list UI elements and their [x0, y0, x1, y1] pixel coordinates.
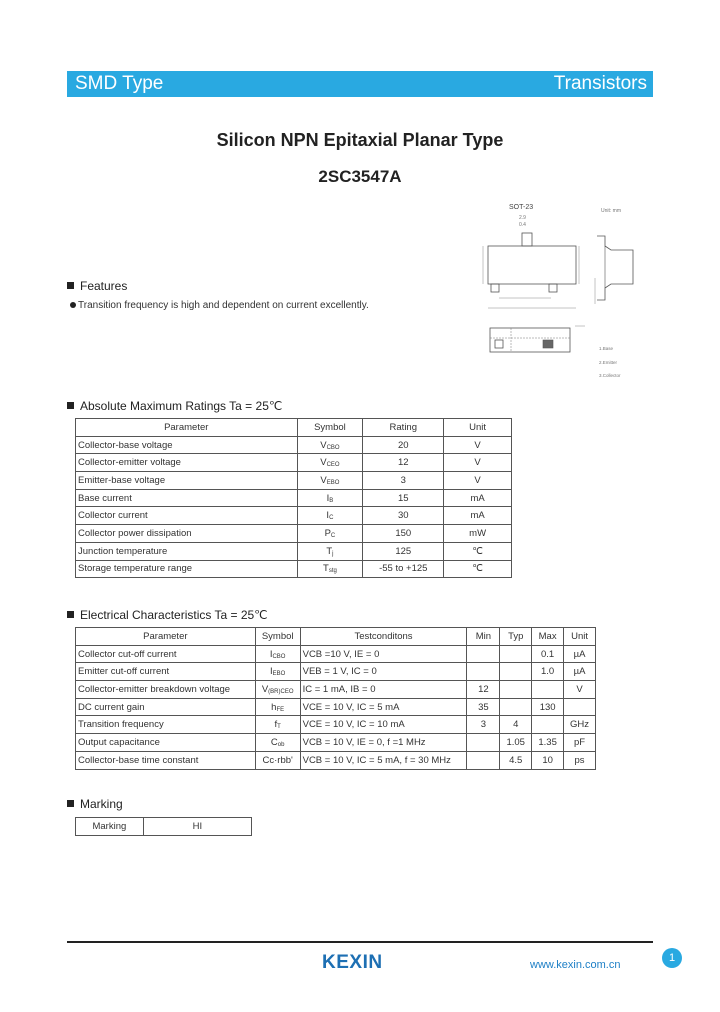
- col-header: Max: [532, 628, 564, 646]
- table-header-row: [76, 419, 512, 437]
- rating-cell: 3: [363, 472, 444, 490]
- table-row: [76, 663, 596, 681]
- header-product-type: Transistors: [553, 73, 647, 94]
- marking-heading: Marking: [67, 797, 123, 811]
- table-row: [76, 681, 596, 699]
- symbol-cell: $V_{EBO}$: [297, 472, 363, 490]
- min-cell: 12: [467, 681, 500, 699]
- parameter-cell: Collector current: [76, 507, 298, 525]
- doc-title: Silicon NPN Epitaxial Planar Type: [216, 130, 504, 150]
- square-bullet-icon: [67, 800, 74, 807]
- unit-cell: V: [444, 472, 512, 490]
- symbol-cell: $I_B$: [297, 489, 363, 507]
- table-row: [76, 560, 512, 578]
- typ-cell: 1.05: [500, 734, 532, 752]
- max-cell: 130: [532, 698, 564, 716]
- condition-cell: VCE = 10 V, IC = 10 mA: [300, 716, 467, 734]
- elec-heading: Electrical Characteristics Ta = 25℃: [67, 608, 268, 622]
- rating-cell: 30: [363, 507, 444, 525]
- table-row: [76, 542, 512, 560]
- package-outline-drawing: [455, 200, 655, 385]
- table-row: [76, 454, 512, 472]
- features-heading: Features: [67, 279, 127, 293]
- abs-max-table: [75, 418, 512, 578]
- rating-cell: 12: [363, 454, 444, 472]
- rating-cell: 15: [363, 489, 444, 507]
- condition-cell: VCB =10 V, IE = 0: [300, 645, 467, 663]
- parameter-cell: Collector-base voltage: [76, 436, 298, 454]
- col-header: Symbol: [255, 628, 300, 646]
- col-header: Parameter: [76, 419, 298, 437]
- condition-cell: VCB = 10 V, IC = 5 mA, f = 30 MHz: [300, 751, 467, 769]
- col-header: Typ: [500, 628, 532, 646]
- typ-cell: 4.5: [500, 751, 532, 769]
- package-unit: Unit: mm: [601, 208, 621, 214]
- max-cell: 0.1: [532, 645, 564, 663]
- table-row: [76, 525, 512, 543]
- col-header: Symbol: [297, 419, 363, 437]
- unit-cell: ps: [564, 751, 596, 769]
- parameter-cell: Emitter cut-off current: [76, 663, 256, 681]
- parameter-cell: Transition frequency: [76, 716, 256, 734]
- svg-text:0.4: 0.4: [519, 222, 526, 228]
- unit-cell: V: [444, 436, 512, 454]
- symbol-cell: $I_{EBO}$: [255, 663, 300, 681]
- kexin-logo: KEXIN: [322, 952, 383, 973]
- unit-cell: ℃: [444, 542, 512, 560]
- parameter-cell: DC current gain: [76, 698, 256, 716]
- min-cell: 35: [467, 698, 500, 716]
- marking-value: HI: [143, 818, 251, 836]
- unit-cell: ℃: [444, 560, 512, 578]
- footer-rule: [67, 941, 653, 943]
- square-bullet-icon: [67, 611, 74, 618]
- table-row: [76, 734, 596, 752]
- symbol-cell: $I_{CBO}$: [255, 645, 300, 663]
- condition-cell: VEB = 1 V, IC = 0: [300, 663, 467, 681]
- unit-cell: mA: [444, 507, 512, 525]
- website-link[interactable]: www.kexin.com.cn: [530, 959, 621, 971]
- table-header-row: [76, 628, 596, 646]
- symbol-cell: $T_j$: [297, 542, 363, 560]
- round-bullet-icon: [70, 302, 76, 308]
- table-row: [76, 645, 596, 663]
- part-number: 2SC3547A: [318, 167, 402, 186]
- symbol-cell: $f_T$: [255, 716, 300, 734]
- parameter-cell: Collector cut-off current: [76, 645, 256, 663]
- col-header: Unit: [444, 419, 512, 437]
- table-row: [76, 716, 596, 734]
- min-cell: 3: [467, 716, 500, 734]
- typ-cell: [500, 645, 532, 663]
- table-row: [76, 489, 512, 507]
- svg-text:2.Emitter: 2.Emitter: [599, 360, 618, 365]
- min-cell: [467, 734, 500, 752]
- table-row: [76, 436, 512, 454]
- parameter-cell: Collector-base time constant: [76, 751, 256, 769]
- col-header: Unit: [564, 628, 596, 646]
- symbol-cell: $V_{(BR)CEO}$: [255, 681, 300, 699]
- unit-cell: µA: [564, 663, 596, 681]
- parameter-cell: Storage temperature range: [76, 560, 298, 578]
- unit-cell: µA: [564, 645, 596, 663]
- parameter-cell: Output capacitance: [76, 734, 256, 752]
- symbol-cell: $I_C$: [297, 507, 363, 525]
- max-cell: [532, 716, 564, 734]
- min-cell: [467, 645, 500, 663]
- max-cell: 1.35: [532, 734, 564, 752]
- unit-cell: mA: [444, 489, 512, 507]
- parameter-cell: Emitter-base voltage: [76, 472, 298, 490]
- unit-cell: mW: [444, 525, 512, 543]
- min-cell: [467, 663, 500, 681]
- max-cell: 10: [532, 751, 564, 769]
- marking-label: Marking: [76, 818, 144, 836]
- parameter-cell: Base current: [76, 489, 298, 507]
- condition-cell: VCE = 10 V, IC = 5 mA: [300, 698, 467, 716]
- table-row: [76, 472, 512, 490]
- header-bar: [67, 71, 653, 97]
- rating-cell: 20: [363, 436, 444, 454]
- unit-cell: pF: [564, 734, 596, 752]
- unit-cell: [564, 698, 596, 716]
- rating-cell: -55 to +125: [363, 560, 444, 578]
- symbol-cell: $h_{FE}$: [255, 698, 300, 716]
- svg-text:3.Collector: 3.Collector: [599, 373, 621, 378]
- col-header: Parameter: [76, 628, 256, 646]
- condition-cell: VCB = 10 V, IE = 0, f =1 MHz: [300, 734, 467, 752]
- col-header: Rating: [363, 419, 444, 437]
- typ-cell: [500, 681, 532, 699]
- symbol-cell: $V_{CEO}$: [297, 454, 363, 472]
- table-row: [76, 698, 596, 716]
- symbol-cell: $V_{CBO}$: [297, 436, 363, 454]
- typ-cell: 4: [500, 716, 532, 734]
- square-bullet-icon: [67, 282, 74, 289]
- symbol-cell: $C_{ob}$: [255, 734, 300, 752]
- square-bullet-icon: [67, 402, 74, 409]
- package-name: SOT-23: [509, 204, 534, 211]
- unit-cell: V: [564, 681, 596, 699]
- rating-cell: 125: [363, 542, 444, 560]
- header-category: SMD Type: [75, 73, 164, 94]
- typ-cell: [500, 663, 532, 681]
- page-number-badge: 1: [662, 948, 682, 968]
- abs-max-heading: Absolute Maximum Ratings Ta = 25℃: [67, 399, 282, 413]
- symbol-cell: $P_C$: [297, 525, 363, 543]
- parameter-cell: Collector power dissipation: [76, 525, 298, 543]
- table-row: [76, 751, 596, 769]
- symbol-cell: Cc·rbb': [255, 751, 300, 769]
- elec-char-table: [75, 627, 596, 770]
- unit-cell: GHz: [564, 716, 596, 734]
- min-cell: [467, 751, 500, 769]
- unit-cell: V: [444, 454, 512, 472]
- condition-cell: IC = 1 mA, IB = 0: [300, 681, 467, 699]
- svg-text:2.9: 2.9: [519, 215, 526, 221]
- parameter-cell: Junction temperature: [76, 542, 298, 560]
- svg-text:1.Base: 1.Base: [599, 346, 614, 351]
- max-cell: [532, 681, 564, 699]
- col-header: Min: [467, 628, 500, 646]
- parameter-cell: Collector-emitter breakdown voltage: [76, 681, 256, 699]
- col-header: Testconditons: [300, 628, 467, 646]
- table-row: [76, 507, 512, 525]
- parameter-cell: Collector-emitter voltage: [76, 454, 298, 472]
- feature-item: Transition frequency is high and dependent on current excellently.: [70, 300, 369, 311]
- rating-cell: 150: [363, 525, 444, 543]
- marking-table: [75, 817, 252, 836]
- typ-cell: [500, 698, 532, 716]
- symbol-cell: $T_{stg}$: [297, 560, 363, 578]
- max-cell: 1.0: [532, 663, 564, 681]
